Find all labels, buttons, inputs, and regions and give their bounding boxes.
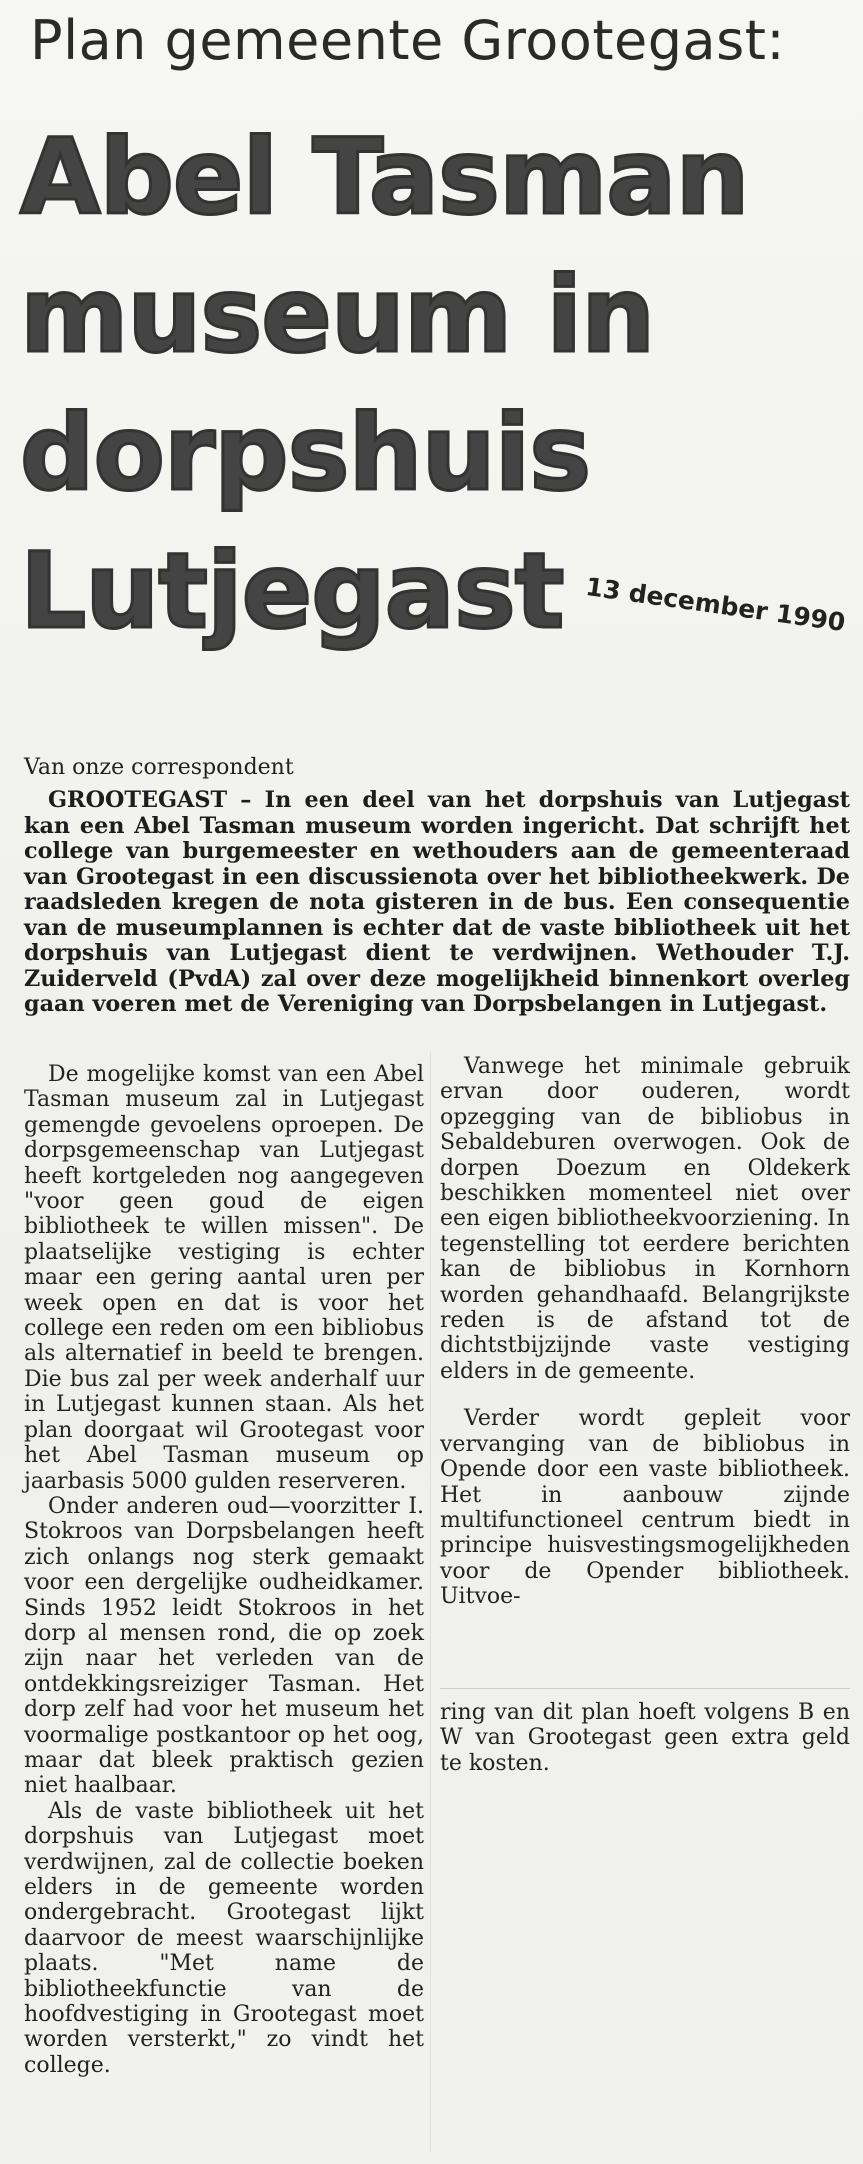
right-paragraph-2: Verder wordt gepleit voor vervanging van de bibliobus in Opende door een vaste bibliotheek. Het in aanbouw zijnde multifunctioneel centrum biedt in principe huisvestingsmogelijkheden voor de Opender bibliotheek. Uitvoe- [440,1406,850,1610]
headline [20,108,820,660]
left-paragraph-3: Als de vaste bibliotheek uit het dorpshuis van Lutjegast moet verdwijnen, zal de collectie boeken elders in de gemeente worden ondergebracht. Grootegast lijkt daarvoor de meest waarschijnlijke plaats. "Met name de bibliotheekfunctie van de hoofdvestiging in Grootegast moet worden versterkt," zo vindt het college. [24,1798,424,2078]
right-paragraph-1: Vanwege het minimale gebruik ervan door ouderen, wordt opzegging van de bibliobus in Sebaldeburen overwogen. Ook de dorpen Doezum en Oldekerk beschikken momenteel niet over een eigen bibliotheekvoorziening. In tegenstelling tot eerdere berichten kan de bibliobus in Kornhorn worden gehandhaafd. Belangrijkste reden is de afstand tot de dichtstbijzijnde vaste vestiging elders in de gemeente. [440,1054,850,1384]
right-column [440,1054,850,1610]
date-stamp: 13 december 1990 [583,572,848,638]
kicker: Plan gemeente Grootegast: [30,9,786,72]
right-paragraph-3: ring van dit plan hoeft volgens B en W van Grootegast geen extra geld te kosten. [440,1700,850,1776]
right-column-continued [440,1700,850,1776]
left-paragraph-1: De mogelijke komst van een Abel Tasman museum zal in Lutjegast gemengde gevoelens oproepen. De dorpsgemeenschap van Lutjegast heeft kortgeleden nog aangegeven "voor geen goud de eigen bibliotheek te willen missen". De plaatselijke vestiging is echter maar een gering aantal uren per week open en dat is voor het college een reden om een bibliobus als alternatief in beeld te brengen. Die bus zal per week anderhalf uur in Lutjegast kunnen staan. Als het plan doorgaat wil Grootegast voor het Abel Tasman museum op jaarbasis 5000 gulden reserveren. [24,1062,424,1494]
column-rule [430,1052,431,2152]
left-paragraph-2: Onder anderen oud—voorzitter I. Stokroos van Dorpsbelangen heeft zich onlangs nog sterk gemaakt voor een dergelijke oudheidkamer. Sinds 1952 leidt Stokroos in het dorp al mensen rond, die op zoek zijn naar het verleden van de ontdekkingsreiziger Tasman. Het dorp zelf had voor het museum het voormalige postkantoor op het oog, maar dat bleek praktisch gezien niet haalbaar. [24,1493,424,1799]
column-divider [440,1688,850,1689]
byline: Van onze correspondent [24,755,294,780]
left-column [24,1062,424,2078]
headline-line-4: Lutjegast [20,530,564,652]
headline-line-1: Abel Tasman [20,116,749,238]
headline-line-3: dorpshuis [20,392,591,514]
lead-text: – In een deel van het dorpshuis van Lutjegast kan een Abel Tasman museum worden ingericht. Dat schrijft het college van burgemeester en wethouders aan de gemeenteraad van Grootegast in een discussienota over het bibliotheekwerk. De raadsleden kregen de nota gisteren in de bus. Een consequentie van de museumplannen is echter dat de vaste bibliotheek uit het dorpshuis van Lutjegast dient te verdwijnen. Wethouder T.J. Zuiderveld (PvdA) zal over deze mogelijkheid binnenkort overleg gaan voeren met de Vereniging van Dorpsbelangen in Lutjegast. [24,787,850,1017]
lead-paragraph [24,788,850,1018]
dateline-city: GROOTEGAST [48,787,228,813]
headline-line-2: museum in [20,254,655,376]
